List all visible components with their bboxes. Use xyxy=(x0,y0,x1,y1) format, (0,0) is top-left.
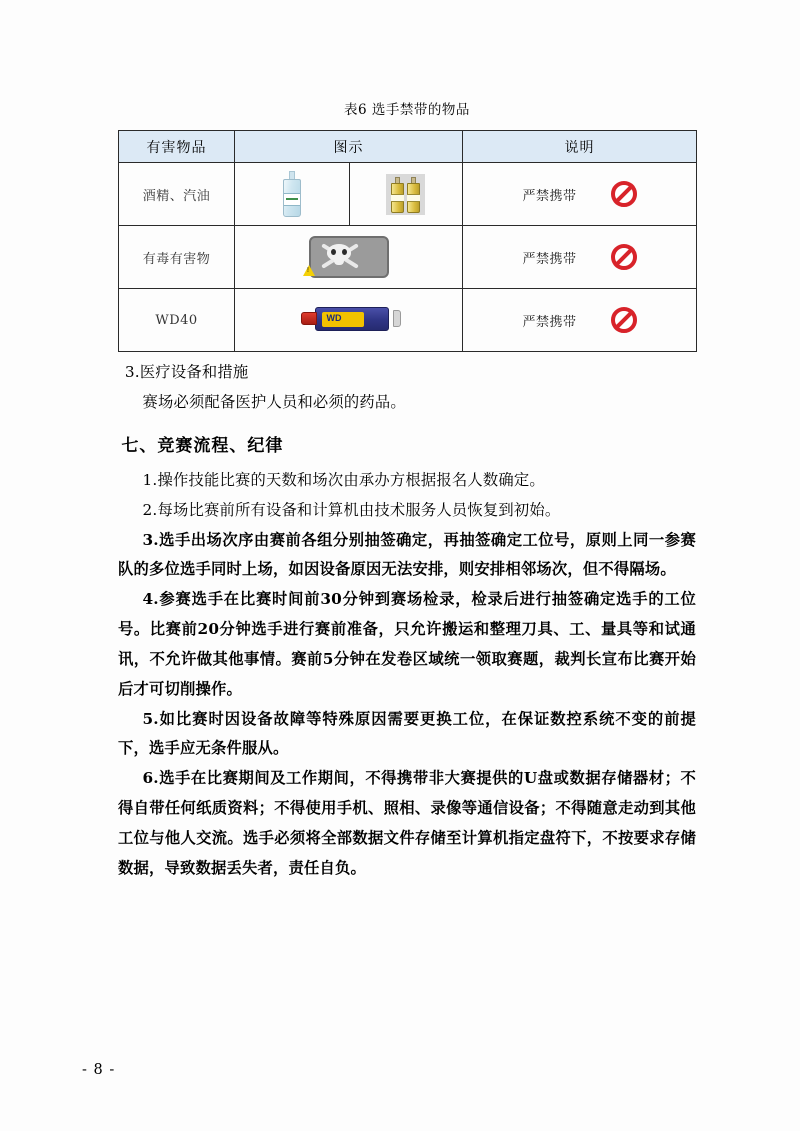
item-name-cell: WD40 xyxy=(119,289,235,352)
paragraph-medical-title: 3.医疗设备和措施 xyxy=(124,363,249,381)
table-body xyxy=(119,163,697,352)
table-row xyxy=(119,163,697,226)
table-header-item: 有害物品 xyxy=(119,131,235,163)
prohibition-icon xyxy=(611,307,637,333)
item-note-cell xyxy=(463,163,697,226)
toxic-hazard-sign-photo xyxy=(235,226,462,288)
rule-1: 1.操作技能比赛的天数和场次由承办方根据报名人数确定。 xyxy=(142,470,545,489)
section-title: 七、竞赛流程、纪律 xyxy=(121,435,284,456)
item-image-cell xyxy=(235,163,463,226)
rule-4: 4.参赛选手在比赛时间前30分钟到赛场检录，检录后进行抽签确定选手的工位号。比赛前20分钟选手进行赛前准备，只允许搬运和整理刀具、工、量具等和试通讯，不允许做其他事情。赛前5分钟在发卷区域统一领取赛题，裁判长宣布比赛开始后才可切削操作。 xyxy=(118,590,696,698)
table-header-note: 说明 xyxy=(463,131,697,163)
item-note-cell xyxy=(463,289,697,352)
rule-2: 2.每场比赛前所有设备和计算机由技术服务人员恢复到初始。 xyxy=(142,500,561,519)
alcohol-bottle-photo xyxy=(235,163,349,225)
item-image-cell xyxy=(235,289,463,352)
rule-5: 5.如比赛时因设备故障等特殊原因需要更换工位，在保证数控系统不变的前提下，选手应无条件服从。 xyxy=(118,709,696,758)
item-note-text: 严禁携带 xyxy=(522,188,577,204)
paragraph-medical-body: 赛场必须配备医护人员和必须的药品。 xyxy=(142,392,406,411)
body-text xyxy=(118,358,696,884)
prohibition-icon xyxy=(611,244,637,270)
table-row xyxy=(119,226,697,289)
prohibited-items-table xyxy=(118,130,697,352)
table-header xyxy=(119,131,697,163)
gasoline-bottles-photo xyxy=(349,163,463,225)
item-name-cell: 酒精、汽油 xyxy=(119,163,235,226)
item-name-cell: 有毒有害物 xyxy=(119,226,235,289)
rule-6: 6.选手在比赛期间及工作期间，不得携带非大赛提供的U盘或数据存储器材；不得自带任何纸质资料；不得使用手机、照相、录像等通信设备；不得随意走动到其他工位与他人交流。选手必须将全部数据文件存储至计算机指定盘符下，不按要求存储数据，导致数据丢失者，责任自负。 xyxy=(118,769,696,877)
item-note-text: 严禁携带 xyxy=(522,251,577,267)
rule-3: 3.选手出场次序由赛前各组分别抽签确定，再抽签确定工位号，原则上同一参赛队的多位选手同时上场，如因设备原因无法安排，则安排相邻场次，但不得隔场。 xyxy=(118,530,696,579)
table-header-row xyxy=(119,131,697,163)
table-caption: 表6 选手禁带的物品 xyxy=(344,102,470,118)
page-content xyxy=(118,98,696,884)
item-note-text: 严禁携带 xyxy=(522,314,577,330)
page-number: - 8 - xyxy=(82,1062,116,1078)
table-header-image: 图示 xyxy=(235,131,463,163)
wd40-spray-can-photo xyxy=(235,289,462,351)
table-row xyxy=(119,289,697,352)
item-image-cell xyxy=(235,226,463,289)
prohibition-icon xyxy=(611,181,637,207)
item-note-cell xyxy=(463,226,697,289)
